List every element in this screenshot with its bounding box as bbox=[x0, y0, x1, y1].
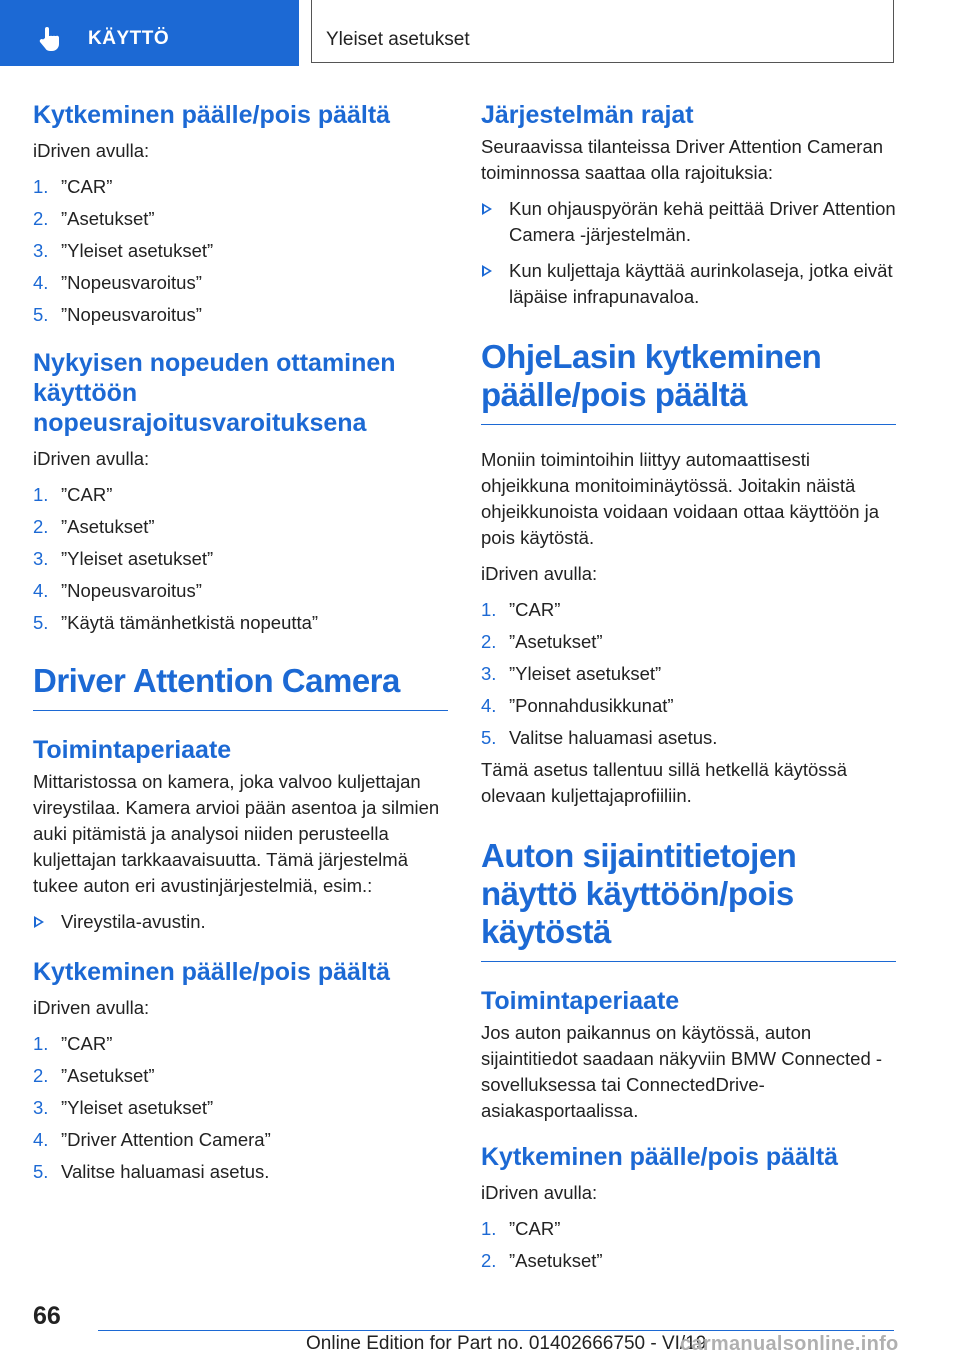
list-item: 1. ”CAR” bbox=[33, 484, 113, 505]
list-item: Vireystila-avustin. bbox=[33, 909, 448, 935]
body-text: Mittaristossa on kamera, joka valvoo kuljettajan vireystilaa. Kamera arvioi pään asentoa ja silmien auki pitämistä ja analysoi niiden perusteella kuljettajan tarkkaavaisuutta. Tämä järjestelmä tukee auton eri avustinjärjestelmiä, esim.: bbox=[33, 771, 440, 896]
list-item: 1. ”CAR” bbox=[33, 1033, 113, 1054]
right-column bbox=[481, 100, 896, 1280]
footer-edition: Online Edition for Part no. 01402666750 - VI/19 bbox=[306, 1333, 707, 1354]
list-item: 5. ”Nopeusvaroitus” bbox=[33, 304, 202, 325]
list-item: 1. ”CAR” bbox=[481, 1218, 561, 1239]
heading-rule bbox=[33, 710, 448, 711]
intro-text: iDriven avulla: bbox=[481, 1182, 598, 1203]
step-list bbox=[481, 597, 896, 751]
section-tab bbox=[0, 0, 299, 66]
chapter-title: Yleiset asetukset bbox=[326, 29, 470, 50]
heading-rule bbox=[481, 961, 896, 962]
section-heading: Toimintaperiaate bbox=[33, 736, 232, 764]
bullet-triangle-icon bbox=[482, 203, 492, 215]
list-item: 1. ”CAR” bbox=[481, 599, 561, 620]
list-item: 2. ”Asetukset” bbox=[33, 1065, 155, 1086]
list-item: 5. Valitse haluamasi asetus. bbox=[33, 1161, 270, 1182]
section-heading: Järjestelmän rajat bbox=[481, 101, 694, 129]
section-heading: Kytkeminen päälle/pois päältä bbox=[33, 958, 391, 986]
list-item: 5. Valitse haluamasi asetus. bbox=[481, 727, 718, 748]
list-item: Kun ohjauspyörän kehä peittää Driver Attention Camera -järjestelmän. bbox=[481, 196, 896, 248]
section-heading: Nykyisen nopeuden ottaminen käyttöön nopeusrajoitusvaroituksena bbox=[33, 349, 396, 437]
list-item: Kun kuljettaja käyttää aurinkolaseja, jotka eivät läpäise infrapunavaloa. bbox=[481, 258, 896, 310]
list-item: 5. ”Käytä tämänhetkistä nopeutta” bbox=[33, 612, 319, 633]
chapter-heading: Auton sijaintitietojen näyttö käyttöön/pois käytöstä bbox=[481, 837, 797, 950]
intro-text: iDriven avulla: bbox=[33, 997, 150, 1018]
step-list bbox=[33, 1031, 448, 1185]
chapter-heading: Driver Attention Camera bbox=[33, 662, 400, 699]
heading-rule bbox=[481, 424, 896, 425]
footer-rule bbox=[98, 1330, 894, 1331]
list-item: 4. ”Driver Attention Camera” bbox=[33, 1129, 271, 1150]
section-name: KÄYTTÖ bbox=[88, 28, 170, 49]
body-text: Seuraavissa tilanteissa Driver Attention Cameran toiminnossa saattaa olla rajoituksia: bbox=[481, 136, 884, 183]
list-item: 2. ”Asetukset” bbox=[481, 1250, 603, 1271]
list-item: 4. ”Nopeusvaroitus” bbox=[33, 580, 202, 601]
list-item: 1. ”CAR” bbox=[33, 176, 113, 197]
chapter-heading: OhjeLasin kytkeminen päälle/pois päältä bbox=[481, 338, 822, 413]
bullet-triangle-icon bbox=[34, 916, 44, 928]
body-text: Moniin toimintoihin liittyy automaattisesti ohjeikkuna monitoiminäytössä. Joitakin näistä ohjeikkunoista voidaan voidaan ottaa käyttöön ja pois käytöstä. bbox=[481, 449, 880, 548]
intro-text: iDriven avulla: bbox=[481, 563, 598, 584]
list-item: 3. ”Yleiset asetukset” bbox=[481, 663, 662, 684]
section-heading: Toimintaperiaate bbox=[481, 987, 680, 1015]
body-text: Jos auton paikannus on käytössä, auton sijaintitiedot saadaan näkyviin BMW Connected -sovelluksessa tai ConnectedDrive-asiakasportaalissa. bbox=[481, 1022, 883, 1121]
hand-pointer-icon bbox=[36, 24, 66, 54]
intro-text: iDriven avulla: bbox=[33, 448, 150, 469]
list-item: 3. ”Yleiset asetukset” bbox=[33, 548, 214, 569]
list-item: 4. ”Nopeusvaroitus” bbox=[33, 272, 202, 293]
page-number: 66 bbox=[33, 1302, 61, 1330]
list-item: 4. ”Ponnahdusikkunat” bbox=[481, 695, 674, 716]
bullet-list bbox=[481, 196, 896, 310]
list-item: 2. ”Asetukset” bbox=[33, 208, 155, 229]
section-heading: Kytkeminen päälle/pois päältä bbox=[33, 101, 391, 129]
watermark: carmanualsonline.info bbox=[680, 1333, 899, 1355]
section-heading: Kytkeminen päälle/pois päältä bbox=[481, 1143, 839, 1171]
step-list bbox=[33, 174, 448, 328]
step-list bbox=[33, 482, 448, 636]
bullet-list bbox=[33, 909, 448, 935]
list-item: 2. ”Asetukset” bbox=[33, 516, 155, 537]
intro-text: iDriven avulla: bbox=[33, 140, 150, 161]
list-item: 2. ”Asetukset” bbox=[481, 631, 603, 652]
body-text: Tämä asetus tallentuu sillä hetkellä käytössä olevaan kuljettajaprofiiliin. bbox=[481, 759, 848, 806]
list-item: 3. ”Yleiset asetukset” bbox=[33, 240, 214, 261]
list-item: 3. ”Yleiset asetukset” bbox=[33, 1097, 214, 1118]
step-list bbox=[481, 1216, 896, 1274]
bullet-triangle-icon bbox=[482, 265, 492, 277]
left-column bbox=[33, 100, 448, 1191]
